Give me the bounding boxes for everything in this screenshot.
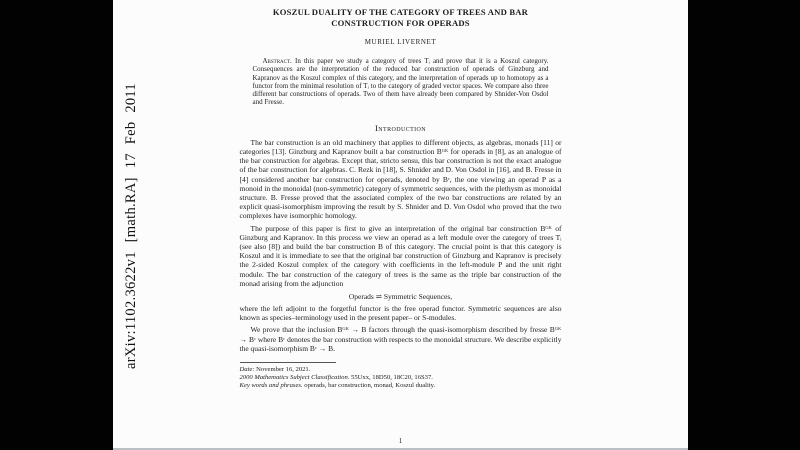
author-name: MURIEL LIVERNET — [364, 38, 437, 46]
msc-text: 55Uxx, 18D50, 18C20, 16S37. — [351, 374, 433, 382]
paragraph-2: The purpose of this paper is first to give an interpretation of the original bar construction Bᴳᴷ of Ginzburg and Kapranov. In this process we view an operad as a left module over the category of trees Tᵢ (see also [8]) and build the bar construction B of this category. The crucial point is that this category is Koszul and it is immediate to see that the original bar construction of Ginzburg and Kapranov is precisely the 2-sided Koszul complex of the category with coefficients in the left-module P and the unit right module. The bar construction of the category of trees is the same as the triple bar construction of the monad arising from the adjunction — [239, 223, 562, 288]
footnote-block — [240, 362, 562, 390]
keywords-text: operads, bar construction, monad, Koszul duality. — [304, 382, 436, 390]
arxiv-watermark: arXiv:1102.3622v1 [math.RA] 17 Feb 2011 — [123, 83, 139, 369]
abstract-text: In this paper we study a category of trees Tᵢ and prove that it is a Koszul category. Consequences are the interpretation of the reduced bar construction of operads of Ginzburg and Kapranov as the Koszul complex of this category, and the interpretation of operads up to homotopy as a functor from the minimal resolution of Tᵢ to the category of graded vector spaces. We compare also three different bar constructions of operads. Two of them have already been compared by Shnider-Von Osdol and Fresse. — [252, 57, 549, 107]
footnote-keywords — [240, 382, 562, 390]
paper-title-line2: CONSTRUCTION FOR OPERADS — [331, 18, 470, 28]
paragraph-1: The bar construction is an old machinery that applies to different objects, as algebras, monads [11] or categories [13]. Ginzburg and Kapranov built a bar construction Bᴳᴷ for operads in [8], as an analogue of the bar construction for algebras. Except that, stricto sensu, this bar construction is not the exact analogue of the bar construction for algebras. C. Rezk in [18], S. Shnider and D. Von Osdol in [16], and B. Fresse in [4] considered another bar construction for operads, denoted by Bᶜ, the one viewing an operad P as a monoid in the monoidal (non-symmetric) category of symmetric sequences, with the plethysm as monoidal structure. B. Fresse proved that the associated complex of the two bar constructions are related by an explicit quasi-isomorphism improving the result by S. Shnider and D. Von Osdol who proved that the two complexes have isomorphic homology. — [239, 137, 562, 221]
paper-title — [240, 7, 562, 29]
footnote-date — [240, 366, 562, 374]
paper-page[interactable] — [113, 0, 688, 450]
date-text: November 16, 2021. — [256, 366, 311, 374]
paragraph-3: where the left adjoint to the forgetful functor is the free operad functor. Symmetric sequences are also known as species–terminology used in the present paper– or S-modules. — [239, 304, 562, 323]
abstract — [253, 57, 549, 107]
page-content — [240, 0, 562, 390]
footnote-rule — [240, 362, 336, 363]
section-heading-introduction: Introduction — [374, 122, 427, 133]
paragraph-4: We prove that the inclusion Bᴳᴷ → B factors through the quasi-isomorphism described by fresse Bᴳᴷ → Bᶜ where Bᶜ denotes the bar construction with respects to the monoidal structure. We describe explicitly the quasi-isomorphism Bᶜ → B. — [239, 325, 562, 353]
page-number: 1 — [398, 437, 403, 445]
date-label: Date: — [239, 366, 255, 374]
paper-title-line1: KOSZUL DUALITY OF THE CATEGORY OF TREES AND BAR — [272, 7, 529, 17]
keywords-label: Key words and phrases. — [239, 382, 303, 390]
display-equation: Operads ⇌ Symmetric Sequences, — [348, 292, 453, 302]
footnote-msc — [240, 374, 562, 382]
msc-label: 2000 Mathematics Subject Classification. — [239, 374, 350, 382]
abstract-label: Abstract. — [262, 57, 292, 65]
